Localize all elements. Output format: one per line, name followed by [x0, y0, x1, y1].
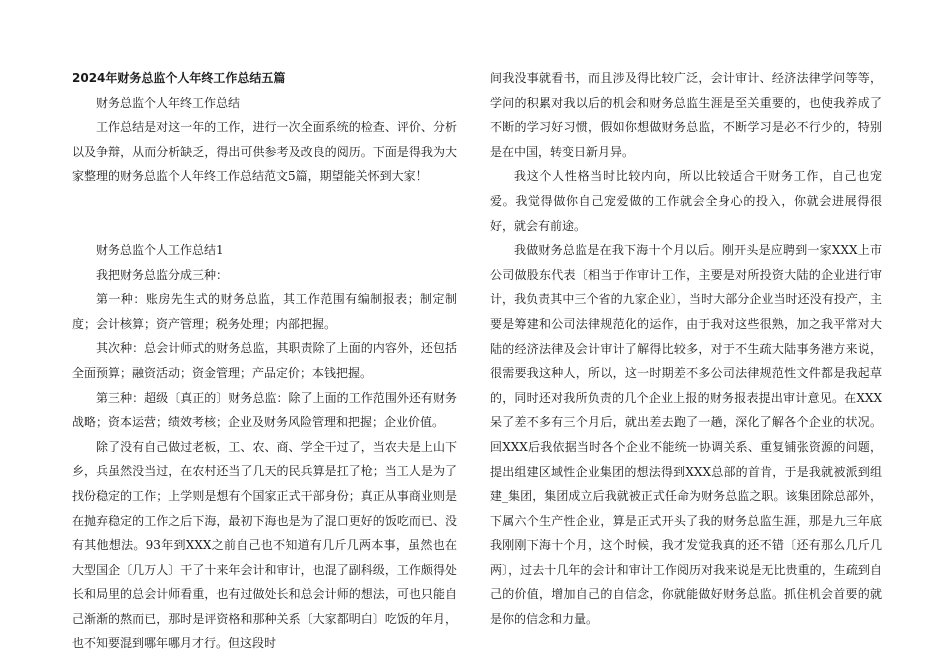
paragraph: 第三种：超级〔真正的〕财务总监：除了上面的工作范围外还有财务战略；资本运营；绩效考核；企业及财务风险管理和把握；企业价值。 — [72, 390, 457, 430]
document-title: 2024年财务总监个人年终工作总结五篇 — [72, 71, 286, 85]
paragraph: 工作总结是对这一年的工作，进行一次全面系统的检查、评价、分析以及争辩，从而分析缺乏，得出可供参考及改良的阅历。下面是得我为大家整理的财务总监个人年终工作总结范文5篇，期望能关怀到大家！ — [72, 120, 457, 184]
paragraph-spacer — [72, 189, 457, 238]
paragraph: 间我没事就看书，而且涉及得比较广泛，会计审计、经济法律学问等等，学问的积累对我以后的机会和财务总监生涯是至关重要的，也使我养成了不断的学习好习惯，假如你想做财务总监，不断学习是必不行少的，特别是在中国，转变日新月异。 — [490, 71, 882, 159]
paragraph: 第一种：账房先生式的财务总监，其工作范围有编制报表；制定制度；会计核算；资产管理；税务处理；内部把握。 — [72, 292, 457, 331]
paragraph: 我做财务总监是在我下海十个月以后。刚开头是应聘到一家XXX上市公司做股东代表〔相当于作审计工作，主要是对所投资大陆的企业进行审计，我负责其中三个省的九家企业〕，当时大部分企业当时还没有投产，主要是筹建和公司法律规范化的运作，由于我对这些很熟，加之我平常对大陆的经济法律及会计审计了解得比较多，对于不生疏大陆事务港方来说，很需要我这种人，所以，这一时期差不多公司法律规范性文件都是我起草的，同时还对我所负责的几个企业上报的财务报表提出审计意见。在XXX呆了差不多有三个月后，就出差去跑了一趟，深化了解各个企业的状况。回XXX后我依据当时各个企业不能统一协调关系、重复铺张资源的问题，提出组建区域性企业集团的想法得到XXX总部的首肯，于是我就被派到组建_集团，集团成立后我就被正式任命为财务总监之职。该集团除总部外，下属六个生产性企业，算是正式开头了我的财务总监生涯，那是九三年底我刚刚下海十个月，这个时候，我才发觉我真的还不错〔还有那么几斤几两〕，过去十几年的会计和审计工作阅历对我来说是无比贵重的，生疏到自己的价值，增加自己的自信念，你就能做好财务总监。抓住机会首要的就是你的信念和力量。 — [490, 243, 882, 627]
section-heading: 财务总监个人工作总结1 — [96, 242, 224, 257]
paragraph: 我把财务总监分成三种： — [96, 267, 229, 282]
paragraph: 我这个人性格当时比较内向，所以比较适合干财务工作，自己也宠爱。我觉得做你自己宠爱做的工作就会全身心的投入，你就会进展得很好，就会有前途。 — [490, 169, 882, 233]
paragraph: 除了没有自己做过老板，工、农、商、学全干过了，当农夫是上山下乡，兵虽然没当过，在农村还当了几天的民兵算是扛了枪；当工人是为了找份稳定的工作；上学则是想有个国家正式干部身份；真正从事商业则是在抛弃稳定的工作之后下海，最初下海也是为了混口更好的饭吃而已、没有其他想法。93年到XXX之前自己也不知道有几斤几两本事，虽然也在大型国企〔几万人〕干了十来年会计和审计，也混了副科级，工作颇得处长和局里的总会计师看重，也有过做处长和总会计师的想法，可也只能自己渐渐的熬而已，那时是评资格和那种关系〔大家都明白〕吃饭的年月，也不知要混到哪年哪月才行。但这段时 — [72, 439, 457, 651]
paragraph: 财务总监个人年终工作总结 — [96, 95, 241, 110]
right-column — [490, 66, 882, 632]
paragraph: 其次种：总会计师式的财务总监，其职责除了上面的内容外，还包括全面预算；融资活动；资金管理；产品定价；本钱把握。 — [72, 341, 457, 380]
left-column — [72, 66, 457, 656]
